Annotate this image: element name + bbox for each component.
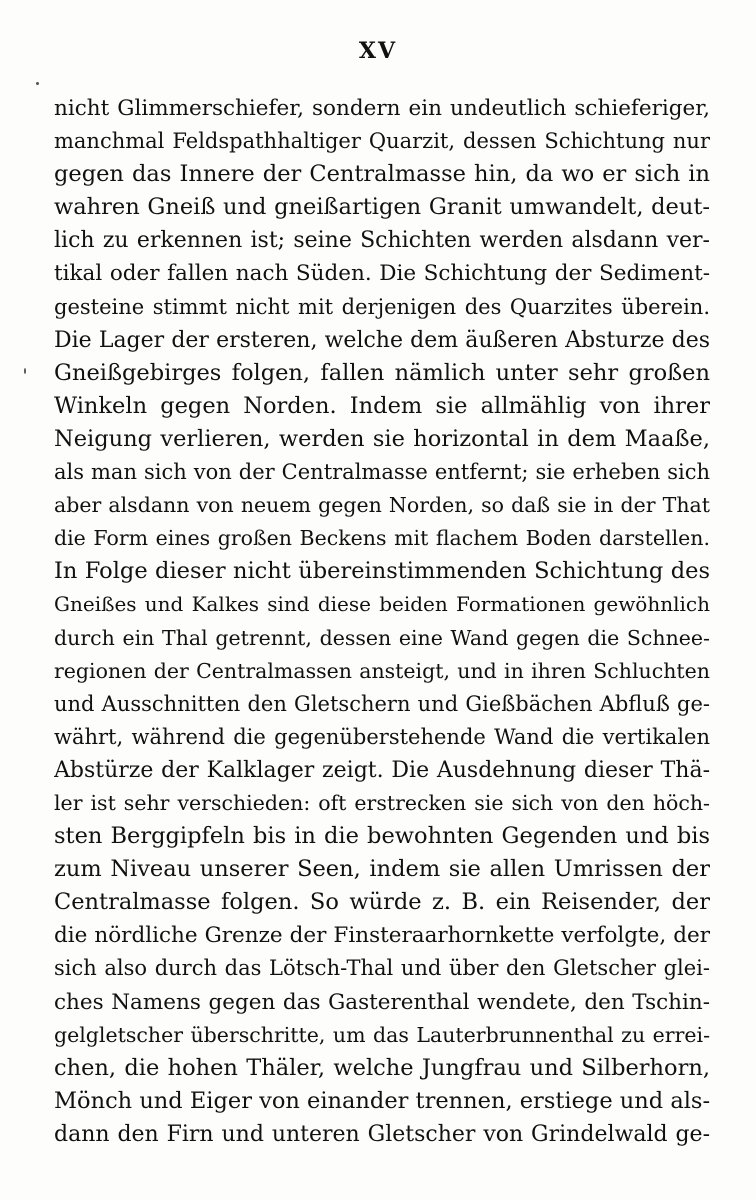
text-line: Neigung verlieren, werden sie horizontal in dem Maaße,: [54, 425, 710, 452]
text-line: die Form eines großen Beckens mit flachem Boden darstellen.: [54, 526, 710, 551]
text-line: Winkeln gegen Norden. Indem sie allmählig von ihrer: [54, 392, 710, 419]
text-line: Abstürze der Kalklager zeigt. Die Ausdehnung dieser Thä-: [54, 757, 710, 783]
text-line: Mönch und Eiger von einander trennen, erstiege und als-: [54, 1087, 710, 1114]
paper-speck: [24, 368, 26, 374]
text-line: die nördliche Grenze der Finsteraarhornkette verfolgte, der: [54, 923, 710, 949]
text-line: gegen das Innere der Centralmasse hin, da wo er sich in: [54, 161, 710, 188]
text-line: sten Berggipfeln bis in die bewohnten Gegenden und bis: [54, 823, 710, 850]
text-line: währt, während die gegenüberstehende Wand die vertikalen: [54, 724, 710, 749]
text-line: durch ein Thal getrennt, dessen eine Wand gegen die Schnee-: [54, 625, 710, 650]
text-line: manchmal Feldspathhaltiger Quarzit, dessen Schichtung nur: [54, 129, 710, 154]
text-line: gelgletscher überschritte, um das Lauterbrunnenthal zu errei-: [54, 1022, 710, 1047]
text-line: ches Namens gegen das Gasterenthal wendete, den Tschin-: [54, 989, 710, 1015]
text-line: gesteine stimmt nicht mit derjenigen des Quarzites überein.: [54, 294, 710, 319]
text-line: Gneißes und Kalkes sind diese beiden Formationen gewöhnlich: [54, 592, 710, 617]
text-line: lich zu erkennen ist; seine Schichten werden alsdann ver-: [54, 228, 710, 254]
text-line: wahren Gneiß und gneißartigen Granit umwandelt, deut-: [54, 194, 710, 221]
text-line: tikal oder fallen nach Süden. Die Schichtung der Sediment-: [54, 261, 710, 287]
text-line: und Ausschnitten den Gletschern und Gießbächen Abfluß ge-: [54, 691, 710, 716]
text-line: sich also durch das Lötsch-Thal und über den Gletscher glei-: [54, 956, 710, 981]
text-line: nicht Glimmerschiefer, sondern ein undeutlich schieferiger,: [54, 96, 710, 121]
text-line: zum Niveau unserer Seen, indem sie allen Umrissen der: [54, 856, 710, 883]
text-line: ler ist sehr verschieden: oft erstrecken sie sich von den höch-: [54, 790, 710, 815]
text-line: Gneißgebirges folgen, fallen nämlich unter sehr großen: [54, 359, 710, 386]
body-text: [54, 92, 710, 1151]
text-line: chen, die hohen Thäler, welche Jungfrau und Silberhorn,: [54, 1054, 710, 1081]
text-line: aber alsdann von neuem gegen Norden, so daß sie in der That: [54, 493, 710, 518]
text-line: regionen der Centralmassen ansteigt, und in ihren Schluchten: [54, 658, 710, 683]
text-line: als man sich von der Centralmasse entfernt; sie erheben sich: [54, 460, 710, 485]
paper-speck: [36, 82, 39, 85]
page-number: XV: [358, 38, 398, 64]
text-line: In Folge dieser nicht übereinstimmenden Schichtung des: [54, 558, 710, 585]
text-line: Die Lager der ersteren, welche dem äußeren Absturze des: [54, 327, 710, 353]
text-line: Centralmasse folgen. So würde z. B. ein Reisender, der: [54, 889, 710, 916]
text-line: dann den Firn und unteren Gletscher von Grindelwald ge-: [54, 1121, 710, 1147]
